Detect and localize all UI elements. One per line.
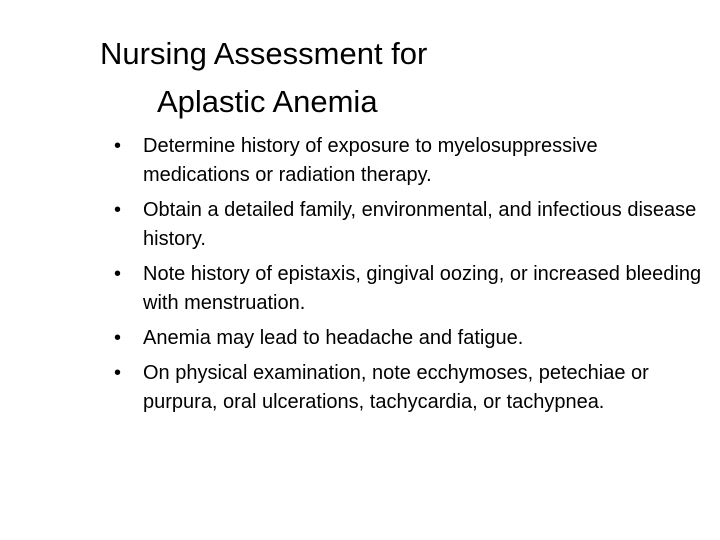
bullet-item: [114, 260, 704, 318]
bullet-text: On physical examination, note ecchymoses, petechiae or purpura, oral ulcerations, tachycardia, or tachypnea.: [143, 362, 649, 413]
bullet-marker: •: [114, 263, 122, 285]
bullet-list: [114, 132, 704, 423]
bullet-marker: •: [114, 327, 122, 349]
slide-title: [100, 30, 520, 126]
bullet-text: Obtain a detailed family, environmental, and infectious disease history.: [143, 199, 697, 250]
slide-title-line-2: Aplastic Anemia: [157, 84, 378, 119]
bullet-marker: •: [114, 135, 122, 157]
bullet-marker: •: [114, 362, 122, 384]
bullet-text: Note history of epistaxis, gingival oozing, or increased bleeding with menstruation.: [143, 263, 702, 314]
slide-title-line-1: Nursing Assessment for: [100, 36, 428, 71]
bullet-text: Anemia may lead to headache and fatigue.: [143, 327, 524, 349]
bullet-item: [114, 324, 704, 353]
bullet-item: [114, 359, 704, 417]
bullet-item: [114, 196, 704, 254]
bullet-text: Determine history of exposure to myelosuppressive medications or radiation therapy.: [143, 135, 598, 186]
bullet-marker: •: [114, 199, 122, 221]
bullet-item: [114, 132, 704, 190]
